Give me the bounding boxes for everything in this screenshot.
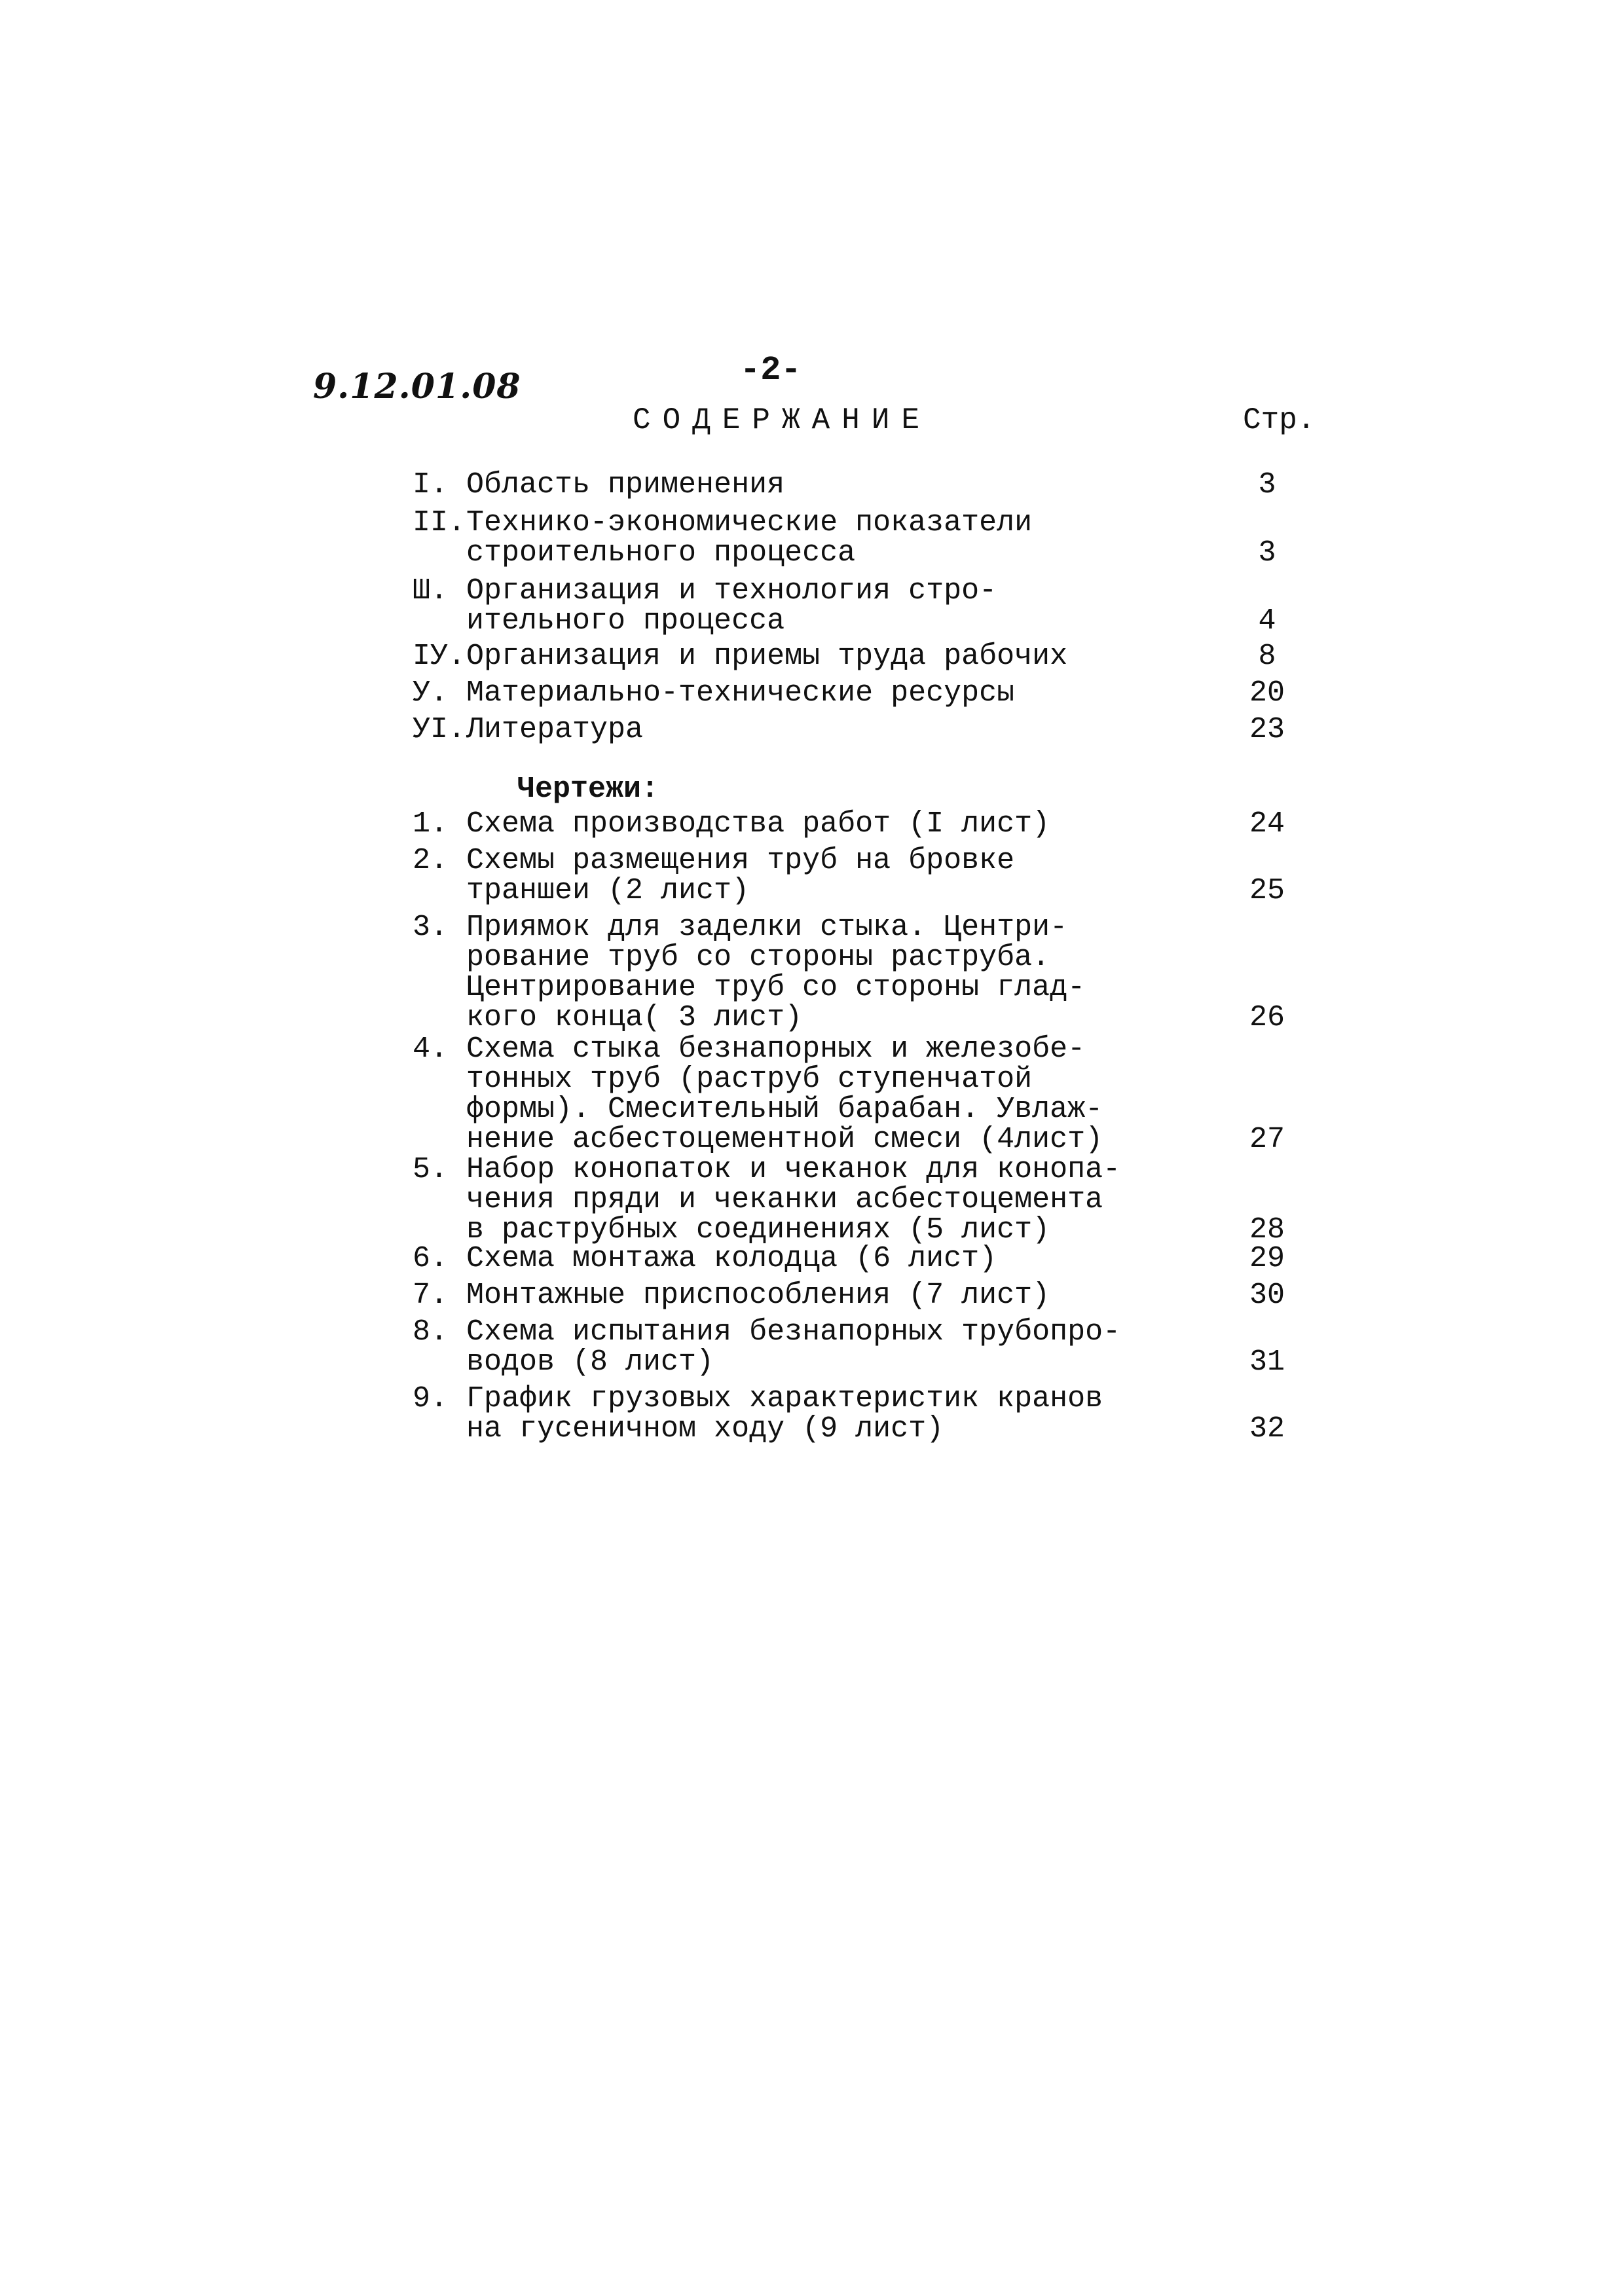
drawing-entry-8 — [413, 1317, 1306, 1377]
entry-title: Приямок для заделки стыка. Центри- рование труб со стороны раструба. Центрирование труб со стороны глад- кого конца( 3 лист) — [466, 911, 1086, 1034]
drawing-entry-5 — [413, 1155, 1306, 1245]
entry-number: 9. — [413, 1382, 449, 1415]
drawing-entry-3 — [413, 913, 1306, 1033]
entry-page: 25 — [1249, 874, 1285, 907]
drawings-heading: Чертежи: — [517, 773, 659, 806]
entry-title: График грузовых характеристик кранов на гусеничном ходу (9 лист) — [466, 1382, 1103, 1446]
drawing-entry-1 — [413, 809, 1306, 839]
entry-page: 24 — [1249, 807, 1285, 841]
entry-number: 1. — [413, 807, 449, 841]
page-title: СОДЕРЖАНИЕ — [633, 403, 932, 437]
entry-page: 28 — [1249, 1213, 1285, 1247]
entry-page: 4 — [1258, 604, 1276, 638]
page-number: -2- — [740, 351, 802, 390]
entry-number: 2. — [413, 844, 449, 877]
entry-number: 7. — [413, 1279, 449, 1312]
entry-number: Ш. — [413, 574, 449, 608]
page-column-label: Стр. — [1243, 403, 1316, 437]
entry-title: Схема испытания безнапорных трубопро- водов (8 лист) — [466, 1315, 1121, 1379]
entry-page: 32 — [1249, 1412, 1285, 1446]
entry-title: Схема стыка безнапорных и железобе- тонных труб (раструб ступенчатой формы). Смесительный барабан. Увлаж- нение асбестоцементной смеси (4лист) — [466, 1032, 1103, 1156]
toc-entry-4 — [413, 642, 1306, 672]
entry-page: 23 — [1249, 713, 1285, 746]
entry-title: Монтажные приспособления (7 лист) — [466, 1279, 1050, 1312]
toc-entry-6 — [413, 715, 1306, 745]
entry-title: Организация и приемы труда рабочих — [466, 640, 1068, 673]
entry-page: 27 — [1249, 1123, 1285, 1156]
toc-entry-5 — [413, 678, 1306, 708]
entry-number: I. — [413, 468, 449, 501]
entry-title: Схема производства работ (I лист) — [466, 807, 1050, 841]
entry-title: Литература — [466, 713, 644, 746]
entry-page: 26 — [1249, 1001, 1285, 1034]
drawing-entry-6 — [413, 1244, 1306, 1274]
entry-number: II. — [413, 506, 466, 539]
drawing-entry-4 — [413, 1034, 1306, 1155]
entry-number: У. — [413, 676, 449, 710]
toc-entry-2 — [413, 508, 1306, 568]
drawing-entry-9 — [413, 1384, 1306, 1444]
entry-page: 29 — [1249, 1242, 1285, 1275]
document-code: 9.12.01.08 — [313, 367, 521, 407]
toc-entry-1 — [413, 470, 1306, 500]
entry-title: Набор конопаток и чеканок для конопа- чения пряди и чеканки асбестоцемента в раструбных соединениях (5 лист) — [466, 1153, 1121, 1247]
entry-number: 5. — [413, 1153, 449, 1186]
drawing-entry-2 — [413, 846, 1306, 906]
drawing-entry-7 — [413, 1281, 1306, 1311]
entry-page: 3 — [1258, 468, 1276, 501]
entry-title: Технико-экономические показатели строительного процесса — [466, 506, 1033, 570]
entry-number: 4. — [413, 1032, 449, 1066]
entry-number: УI. — [413, 713, 466, 746]
entry-page: 31 — [1249, 1345, 1285, 1379]
entry-number: 6. — [413, 1242, 449, 1275]
entry-title: Материально-технические ресурсы — [466, 676, 1015, 710]
entry-number: IУ. — [413, 640, 466, 673]
toc-entry-3 — [413, 576, 1306, 636]
entry-title: Область применения — [466, 468, 785, 501]
entry-page: 3 — [1258, 536, 1276, 570]
entry-number: 3. — [413, 911, 449, 944]
entry-title: Организация и технология стро- ительного процесса — [466, 574, 997, 638]
entry-number: 8. — [413, 1315, 449, 1349]
entry-page: 8 — [1258, 640, 1276, 673]
entry-title: Схема монтажа колодца (6 лист) — [466, 1242, 997, 1275]
entry-page: 20 — [1249, 676, 1285, 710]
entry-title: Схемы размещения труб на бровке траншеи (2 лист) — [466, 844, 1015, 907]
entry-page: 30 — [1249, 1279, 1285, 1312]
